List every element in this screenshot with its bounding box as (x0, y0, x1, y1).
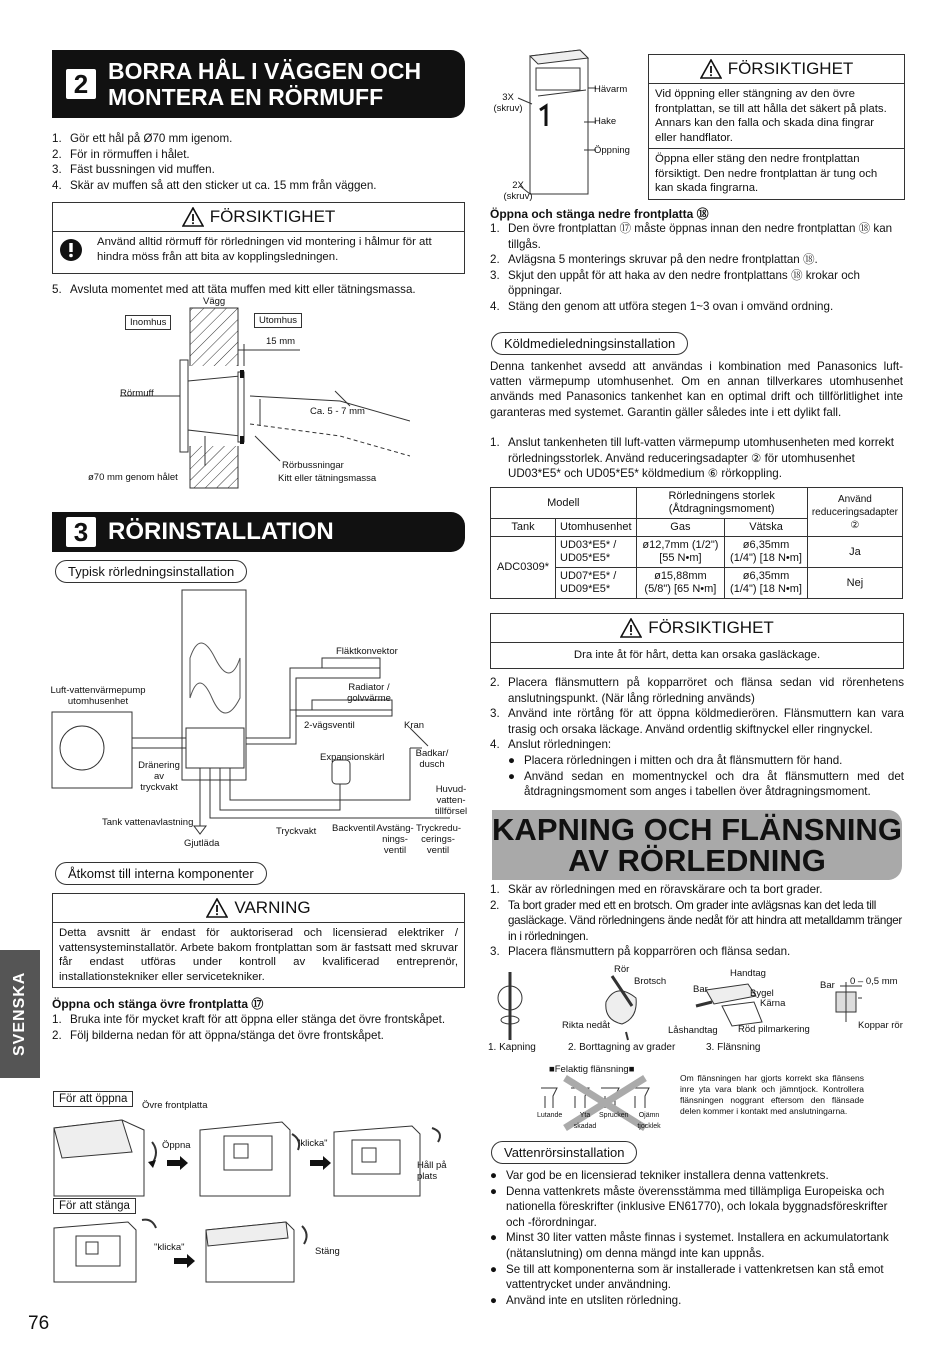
label-ojamn: Ojämn tjocklek (637, 1112, 661, 1130)
label-karna: Kärna (760, 998, 786, 1009)
label-hake: Hake (594, 116, 617, 127)
caption-flansning: 3. Flänsning (706, 1042, 761, 1053)
wall-sleeve-diagram (80, 296, 410, 491)
flaring-steps (490, 882, 904, 960)
caution-header (491, 614, 903, 643)
label-klicka-close: "klicka" (154, 1242, 185, 1253)
section2-step5: 5. Avsluta momentet med att täta muffen med kitt eller tätningsmassa. (52, 283, 416, 296)
warning-triangle-icon (206, 898, 228, 918)
label-skruv3: 3X (skruv) (493, 92, 523, 114)
upper-steps (52, 1012, 472, 1043)
table-header: Utomhusenhet (556, 519, 637, 537)
refrigerant-text: Denna tankenhet avsedd att användas i kombination med Panasonics luft-vatten värmepump utomhusenhet. Om en annan tillverkares utomhusenhet används med Panasonics tankenhet kan en optimal drift och tillförlitlighet inte garanteras med systemet. Garantin gäller således inte i ett dylikt fall. (490, 360, 903, 419)
water-pipe-pill: Vattenrörsinstallation (491, 1141, 637, 1164)
label-avstang: Avstäng- nings- ventil (376, 823, 414, 856)
table-header: Gas (636, 519, 725, 537)
label-oppna: Öppna (162, 1140, 191, 1151)
label-bygel: Bygel (750, 988, 774, 999)
label-ror: Rör (614, 964, 630, 975)
caution-box-1 (648, 54, 905, 200)
piping-drawing (50, 588, 470, 850)
list-item: 1. Bruka inte för mycket kraft för att öppna eller stänga det övre frontskåpet. (52, 1013, 446, 1026)
table-cell: ø15,88mm (5/8") [65 N•m] (636, 568, 725, 599)
list-item: 1. Skär av rörledningen med en röravskärare och ta bort grader. (490, 883, 823, 896)
list-item: ● Placera rörledningen i mitten och dra åt flänsmuttern för hand. (508, 753, 843, 767)
label-oppning: Öppning (594, 145, 630, 156)
typical-installation-pill: Typisk rörledningsinstallation (55, 560, 247, 583)
caution-text-2: Öppna eller stäng den nedre frontplattan försiktigt. Den nedre frontplattan är tung och kan skada fingrarna. (655, 153, 878, 194)
table-row (491, 537, 903, 568)
lower-frontplate-heading: Öppna och stänga nedre frontplatta ⑱ (490, 207, 709, 221)
warning-triangle-icon (182, 207, 204, 227)
table-cell: UD07*E5* / UD09*E5* (556, 568, 637, 599)
open-figures (52, 1112, 472, 1202)
warning-triangle-icon (700, 59, 722, 79)
label-expansion: Expansionskärl (320, 752, 385, 763)
caution-title: FÖRSIKTIGHET (209, 207, 336, 226)
access-pill: Åtkomst till interna komponenter (55, 862, 267, 885)
tank-figure (488, 46, 643, 206)
table-header: Modell (491, 488, 637, 519)
label-yta: Yta skadad (573, 1112, 597, 1130)
list-item: ● Minst 30 liter vatten måste finnas i systemet. Installera en ackumulatortank (nätanslutning) om denna mängd inte kan uppnås. (490, 1231, 889, 1260)
warning-box (52, 893, 465, 988)
label-sprucken: Sprucken (599, 1112, 629, 1119)
label-havarm: Hävarm (594, 84, 628, 95)
label-lashandtag: Låshandtag (668, 1025, 718, 1036)
table-cell: Nej (807, 568, 902, 599)
warning-header (53, 894, 464, 923)
list-item: 3. Placera flänsmuttern på kopparrören och flänsa sedan. (490, 945, 791, 959)
label-kitt: Kitt eller tätningsmassa (278, 473, 377, 484)
list-item: 3. Fäst bussningen vid muffen. (52, 163, 215, 177)
list-item: ● Denna vattenkrets måste överensstämma med tillämpliga Europeiska och nationella föreskrifter (inklusive EN61770), och lokala byggnadsföreskrifter och -förordningar. (490, 1184, 888, 1229)
list-item: 4. Skär av muffen så att den sticker ut ca. 15 mm från väggen. (52, 178, 377, 192)
warning-text: Detta avsnitt är endast för auktoriserad och licensierad elektriker / vattensysteminstallatör. Arbete bakom frontplattan som är fastsatt med skruvar får endast utföras under kontroll av kvalificerad entreprenör, installationstekniker eller servicetekniker. (59, 927, 458, 983)
open-label: För att öppna (53, 1091, 133, 1107)
label-rikta: Rikta nedåt (562, 1020, 611, 1031)
caution-header (649, 55, 904, 84)
language-side-tab: SVENSKA (0, 950, 40, 1078)
label-handtag: Handtag (730, 968, 766, 979)
label-tank: Tank vattenavlastning (102, 817, 194, 828)
label-kran: Kran (404, 720, 425, 731)
label-lutande: Lutande (537, 1112, 563, 1119)
label-radiator: Radiator / golvvärme (347, 682, 391, 704)
refrigerant-step1: 1. Anslut tankenheten till luft-vatten värmepump utomhusenheten med korrekt rörledningsstorlek. Använd reduceringsadapter ② för utomhusenhet UD03*E5* och UD05*E5* köldmedium ⑥ rörkoppling. (490, 436, 895, 481)
label-luft: Luft-vattenvärmepump utomhusenhet (50, 685, 146, 707)
pipe-size-table (490, 487, 903, 599)
label-inomhus: Inomhus (125, 315, 171, 330)
section2-title-line1: BORRA HÅL I VÄGGEN OCH (108, 58, 422, 84)
list-item: ● Se till att komponenterna som är installerade i vattenkretsen kan stå emot vattentrycket under användning. (490, 1262, 884, 1292)
label-ca57: Ca. 5 - 7 mm (310, 406, 365, 417)
caption-kapning: 1. Kapning (488, 1042, 536, 1053)
list-item: 1. Gör ett hål på Ø70 mm igenom. (52, 132, 233, 145)
caution-title: FÖRSIKTIGHET (648, 618, 774, 637)
section3-number: 3 (66, 517, 96, 547)
list-item: 2. Ta bort grader med ett en brotsch. Om grader inte avlägsnas kan det leda till gasläckage. Vänd rörledningens ände nedåt för att hindra att metalldamm tränger in i rörledningen. (490, 898, 902, 943)
label-skruv2: 2X (skruv) (503, 180, 533, 202)
exclamation-icon (57, 234, 93, 270)
section2-caution-box (52, 202, 465, 274)
section3-title: RÖRINSTALLATION (108, 518, 334, 545)
table-cell: ø6,35mm (1/4") [18 N•m] (725, 537, 808, 568)
label-bar2: Bar (820, 980, 835, 991)
label-flaktkonvektor: Fläktkonvektor (336, 646, 398, 657)
label-koppar: Koppar rör (858, 1020, 903, 1031)
close-label: För att stänga (53, 1198, 136, 1214)
label-rod: Röd pilmarkering (738, 1024, 810, 1035)
flaring-title-line1: KAPNING OCH FLÄNSNING (492, 812, 902, 847)
table-header: Använd reduceringsadapter ② (807, 488, 902, 537)
caution-title: FÖRSIKTIGHET (727, 59, 854, 78)
list-item: 4. Stäng den genom att utföra stegen 1~3 ovan i omvänd ordning. (490, 299, 834, 313)
section2-header (52, 50, 465, 118)
list-item: 2. Placera flänsmuttern på kopparröret och flänsa sedan vid rörenhetens anslutningspunkt. (När lång rörledning används) (490, 676, 904, 705)
label-stang: Stäng (315, 1246, 340, 1257)
label-tvavag: 2-vägsventil (304, 720, 355, 731)
page-number: 76 (28, 1313, 50, 1334)
caution-text: Dra inte åt för hårt, detta kan orsaka gasläckage. (573, 649, 821, 661)
list-item: 2. Följ bilderna nedan för att öppna/stänga det övre frontskåpet. (52, 1028, 384, 1042)
label-klicka: "klicka" (297, 1138, 328, 1149)
table-cell: ø6,35mm (1/4") [18 N•m] (725, 568, 808, 599)
table-header: Tank (491, 519, 556, 537)
label-gjutlada: Gjutläda (184, 838, 220, 849)
warning-triangle-icon (620, 618, 642, 638)
list-item: 3. Använd inte rörtång för att öppna köldmedierören. Flänsmuttern kan vara trasig och orsaka läckage. Använd ordentlig skiftnyckel eller ringnyckel. (490, 707, 904, 736)
label-brotsch: Brotsch (634, 976, 667, 987)
label-tryckred: Tryckredu- cerings- ventil (416, 823, 462, 856)
faulty-flaring-figure (535, 1064, 665, 1134)
list-item: ● Var god be en licensierad tekniker installera denna vattenkrets. (490, 1169, 829, 1182)
table-header: Vätska (725, 519, 808, 537)
list-item: 4. Anslut rörledningen: (490, 738, 612, 752)
label-bar: Bar (693, 984, 708, 995)
label-05mm: 0 – 0,5 mm (850, 976, 898, 987)
label-rormuff: Rörmuff (120, 388, 154, 399)
label-badkar: Badkar/ dusch (415, 748, 449, 770)
caution-header (53, 203, 464, 232)
water-bullets (490, 1168, 904, 1308)
flaring-note: Om flänsningen har gjorts korrekt ska flänsens inre yta vara blank och jämntjock. Kontrollera flänsningen noggrant eftersom den flänsade delen kommer i kontakt med anslutningarna. (680, 1073, 864, 1116)
faulty-flaring-label: ■Felaktig flänsning■ (549, 1064, 635, 1075)
label-hole: ø70 mm genom hålet (88, 472, 178, 483)
list-item: 1. Den övre frontplattan ⑰ måste öppnas innan den nedre frontplattan ⑱ kan tillgås. (490, 222, 893, 251)
label-ovre-frontplatta: Övre frontplatta (142, 1100, 208, 1111)
table-cell: ADC0309* (491, 537, 556, 599)
upper-frontplate-heading: Öppna och stänga övre frontplatta ⑰ (52, 997, 264, 1011)
lower-steps (490, 221, 905, 315)
close-drawing (52, 1216, 352, 1286)
label-15mm: 15 mm (266, 336, 296, 347)
piping-diagram (50, 588, 470, 856)
list-item: 2. För in rörmuffen i hålet. (52, 147, 190, 161)
list-item: 2. Avlägsna 5 monterings skruvar på den nedre frontplattan ⑱. (490, 253, 818, 267)
close-figures (52, 1216, 352, 1286)
table-cell: Ja (807, 537, 902, 568)
table-cell: ø12,7mm (1/2") [55 N•m] (636, 537, 725, 568)
flaring-figures (486, 962, 906, 1058)
caution-text: Använd alltid rörmuff för rörledningen vid montering i hålmur för att hindra möss från att bita av kopplingsledningen. (97, 236, 432, 263)
section2-title-line2: MONTERA EN RÖRMUFF (108, 84, 384, 110)
list-item: ● Använd sedan en momentnyckel och dra åt flänsmuttern med det åtdragningsmoment som anges i tabellen över åtdragningsmoment. (508, 769, 904, 799)
caution-box-2 (490, 613, 904, 669)
label-rorbussningar: Rörbussningar (282, 460, 344, 471)
caution-text-1: Vid öppning eller stängning av den övre frontplattan, se till att hålla det säkert på plats. Annars kan den falla och skada dina fingrar eller handflator. (649, 84, 904, 149)
label-tryckvakt: Tryckvakt (276, 826, 317, 837)
label-backventil: Backventil (332, 823, 376, 834)
refrigerant-steps-2 (490, 675, 904, 800)
flaring-section-header (492, 810, 902, 880)
table-cell: UD03*E5* / UD05*E5* (556, 537, 637, 568)
flaring-title-line2: AV RÖRLEDNING (568, 843, 826, 878)
warning-title: VARNING (234, 898, 311, 917)
label-dranering: Dränering av tryckvakt (138, 760, 180, 793)
list-item: ● Använd inte en utsliten rörledning. (490, 1293, 682, 1307)
label-hall: Håll på plats (417, 1160, 447, 1182)
section2-number: 2 (66, 69, 96, 99)
caption-grader: 2. Borttagning av grader (568, 1042, 676, 1053)
label-huvud: Huvud- vatten- tillförsel (434, 784, 468, 817)
table-header: Rörledningens storlek (Åtdragningsmoment) (636, 488, 807, 519)
list-item: 3. Skjut den uppåt för att haka av den nedre frontplattans ⑱ krokar och öppningar. (490, 268, 860, 298)
open-drawing (52, 1112, 472, 1202)
refrigerant-pill: Köldmedieledningsinstallation (491, 332, 688, 355)
section3-header (52, 512, 465, 552)
label-utomhus: Utomhus (254, 313, 302, 328)
flaring-drawing (486, 962, 906, 1058)
label-vagg: Vägg (203, 296, 226, 307)
section2-steps (52, 131, 472, 193)
